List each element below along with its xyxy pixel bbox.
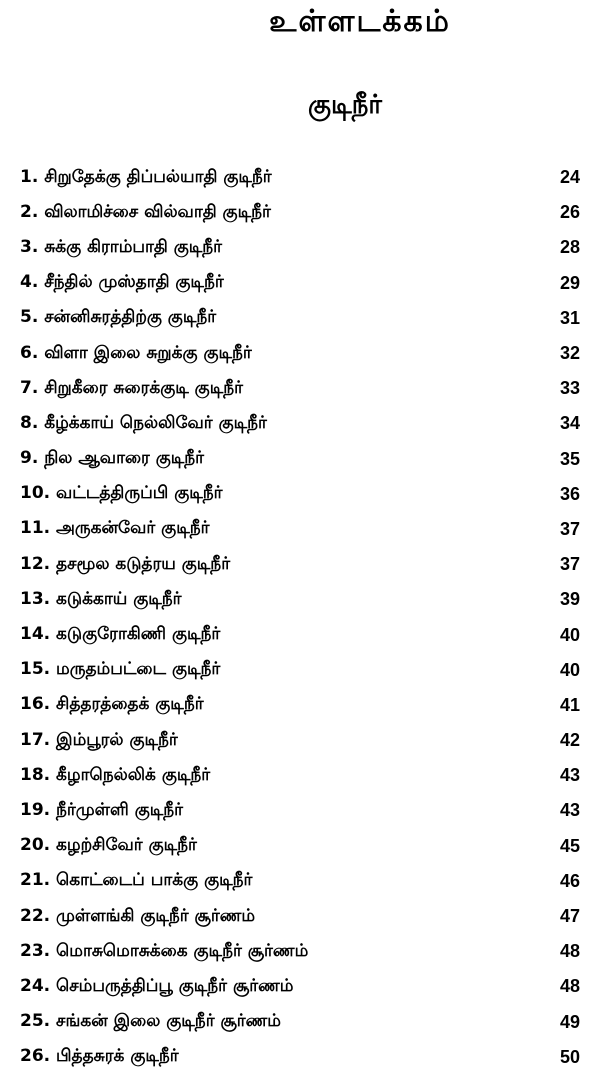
toc-entry-page-number: 31 — [559, 307, 580, 328]
toc-entry-page-number: 43 — [559, 765, 580, 786]
toc-entry-page-number: 48 — [559, 976, 580, 997]
toc-entry — [20, 1005, 580, 1040]
table-of-contents — [20, 160, 580, 1075]
toc-entry-page-number: 39 — [559, 589, 580, 610]
toc-entry-title: 20. கழற்சிவேர் குடிநீர் — [20, 835, 197, 856]
toc-entry-page-number: 35 — [559, 448, 580, 469]
toc-entry — [20, 653, 580, 688]
toc-entry-page-number: 40 — [559, 624, 580, 645]
toc-entry — [20, 969, 580, 1004]
toc-entry — [20, 336, 580, 371]
toc-entry-page-number: 50 — [559, 1046, 580, 1067]
toc-entry-title: 22. முள்ளங்கி குடிநீர் சூர்ணம் — [20, 905, 256, 926]
toc-entry-page-number: 34 — [559, 413, 580, 434]
toc-entry — [20, 864, 580, 899]
toc-entry-page-number: 26 — [559, 202, 580, 223]
toc-entry-title: 18. கீழாநெல்லிக் குடிநீர் — [20, 764, 211, 785]
toc-entry — [20, 371, 580, 406]
toc-entry-page-number: 41 — [559, 694, 580, 715]
toc-entry-title: 15. மருதம்பட்டை குடிநீர் — [20, 659, 221, 680]
toc-entry — [20, 723, 580, 758]
toc-entry-page-number: 46 — [559, 870, 580, 891]
toc-entry-title: 1. சிறுதேக்கு திப்பல்யாதி குடிநீர் — [20, 166, 272, 187]
toc-entry-title: 5. சன்னிசுரத்திற்கு குடிநீர் — [20, 307, 217, 328]
toc-entry-title: 6. விளா இலை சுறுக்கு குடிநீர் — [20, 342, 252, 363]
toc-entry-page-number: 37 — [559, 554, 580, 575]
toc-entry — [20, 617, 580, 652]
toc-entry — [20, 829, 580, 864]
toc-entry-title: 10. வட்டத்திருப்பி குடிநீர் — [20, 483, 223, 504]
page-title: உள்ளடக்கம் — [269, 4, 451, 39]
toc-entry-page-number: 24 — [559, 167, 580, 188]
toc-entry — [20, 934, 580, 969]
toc-entry-page-number: 36 — [559, 483, 580, 504]
toc-entry-title: 2. விலாமிச்சை வில்வாதி குடிநீர் — [20, 201, 271, 222]
toc-entry-title: 3. சுக்கு கிராம்பாதி குடிநீர் — [20, 236, 223, 257]
toc-entry-title: 25. சங்கன் இலை குடிநீர் சூர்ணம் — [20, 1011, 281, 1032]
toc-entry-page-number: 28 — [559, 237, 580, 258]
toc-entry-title: 21. கொட்டைப் பாக்கு குடிநீர் — [20, 870, 253, 891]
toc-entry-title: 9. நில ஆவாரை குடிநீர் — [20, 448, 205, 469]
toc-entry — [20, 442, 580, 477]
toc-entry — [20, 582, 580, 617]
toc-entry-title: 17. இம்பூரல் குடிநீர் — [20, 729, 178, 750]
toc-entry — [20, 1040, 580, 1075]
toc-entry-page-number: 33 — [559, 378, 580, 399]
toc-entry-title: 14. கடுகுரோகிணி குடிநீர் — [20, 624, 221, 645]
toc-entry-title: 11. அருகன்வேர் குடிநீர் — [20, 518, 210, 539]
toc-entry-page-number: 29 — [559, 272, 580, 293]
toc-entry-page-number: 47 — [559, 906, 580, 927]
toc-entry-title: 4. சீந்தில் முஸ்தாதி குடிநீர் — [20, 272, 224, 293]
toc-entry-page-number: 43 — [559, 800, 580, 821]
toc-entry-title: 8. கீழ்க்காய் நெல்லிவேர் குடிநீர் — [20, 412, 267, 433]
toc-entry-page-number: 37 — [559, 518, 580, 539]
toc-entry-title: 19. நீர்முள்ளி குடிநீர் — [20, 799, 184, 820]
toc-entry — [20, 230, 580, 265]
toc-entry-title: 16. சித்தரத்தைக் குடிநீர் — [20, 694, 204, 715]
toc-entry-page-number: 45 — [559, 835, 580, 856]
toc-entry-title: 13. கடுக்காய் குடிநீர் — [20, 588, 182, 609]
toc-entry — [20, 195, 580, 230]
toc-entry-title: 26. பித்தசுரக் குடிநீர் — [20, 1046, 179, 1067]
toc-entry — [20, 266, 580, 301]
toc-entry-page-number: 42 — [559, 730, 580, 751]
toc-entry — [20, 793, 580, 828]
toc-entry-page-number: 49 — [559, 1011, 580, 1032]
toc-entry — [20, 301, 580, 336]
toc-entry — [20, 512, 580, 547]
toc-entry — [20, 477, 580, 512]
toc-entry — [20, 688, 580, 723]
section-heading: குடிநீர் — [308, 90, 382, 120]
toc-entry-title: 23. மொசுமொசுக்கை குடிநீர் சூர்ணம் — [20, 940, 309, 961]
toc-entry — [20, 758, 580, 793]
toc-entry-page-number: 32 — [559, 343, 580, 364]
toc-entry — [20, 160, 580, 195]
toc-entry-title: 24. செம்பருத்திப்பூ குடிநீர் சூர்ணம் — [20, 975, 294, 996]
toc-entry — [20, 406, 580, 441]
toc-entry — [20, 899, 580, 934]
toc-entry-title: 12. தசமூல கடுத்ரய குடிநீர் — [20, 553, 231, 574]
toc-entry-page-number: 48 — [559, 941, 580, 962]
toc-entry — [20, 547, 580, 582]
toc-entry-title: 7. சிறுகீரை சுரைக்குடி குடிநீர் — [20, 377, 243, 398]
toc-entry-page-number: 40 — [559, 659, 580, 680]
